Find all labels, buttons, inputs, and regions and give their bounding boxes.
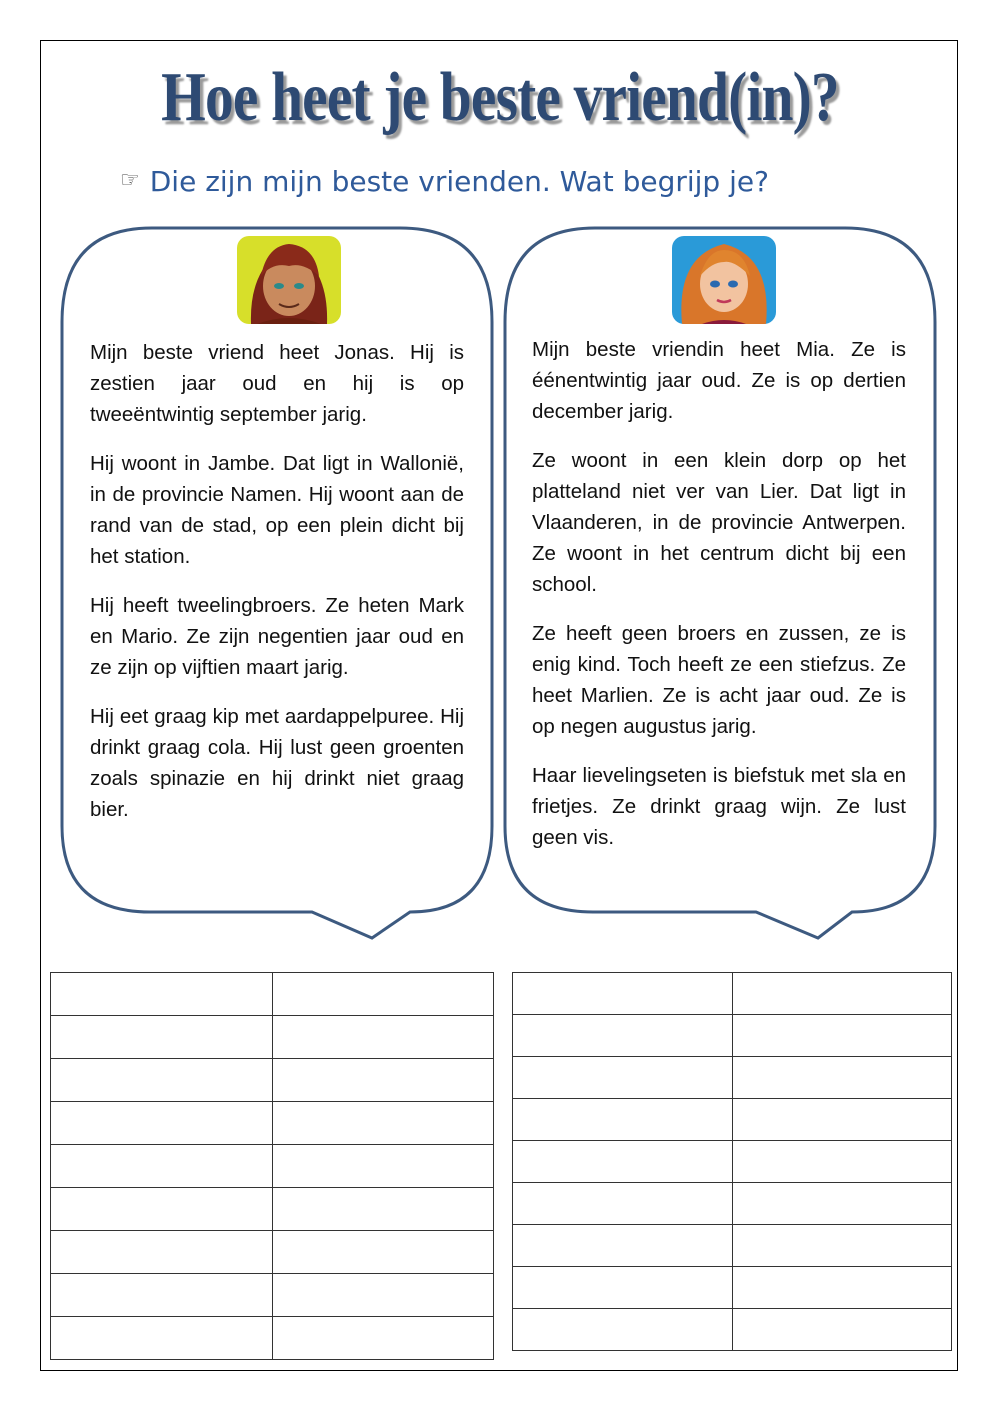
table-row	[51, 1145, 494, 1188]
answer-cell[interactable]	[513, 1099, 733, 1141]
answer-cell[interactable]	[732, 1057, 952, 1099]
answer-cell[interactable]	[732, 1015, 952, 1057]
answer-cell[interactable]	[272, 1102, 494, 1145]
answer-cell[interactable]	[513, 1141, 733, 1183]
answer-cell[interactable]	[732, 1225, 952, 1267]
table-row	[51, 1059, 494, 1102]
page-title: Hoe heet je beste vriend(in)?	[161, 59, 839, 136]
left-paragraph-3: Hij heeft tweelingbroers. Ze heten Mark en Mario. Ze zijn negentien jaar oud en ze zijn op vijftien maart jarig.	[90, 594, 464, 679]
answer-cell[interactable]	[51, 1188, 273, 1231]
table-row	[513, 1141, 952, 1183]
right-card-text	[532, 334, 906, 871]
answer-cell[interactable]	[51, 1145, 273, 1188]
table-row	[51, 973, 494, 1016]
left-paragraph-2: Hij woont in Jambe. Dat ligt in Wallonië, in de provincie Namen. Hij woont aan de rand van de stad, op een plein dicht bij het station.	[90, 452, 464, 568]
answer-cell[interactable]	[51, 1016, 273, 1059]
answer-cell[interactable]	[513, 1225, 733, 1267]
pointing-hand-icon: ☞	[120, 168, 140, 193]
left-paragraph-1: Mijn beste vriend heet Jonas. Hij is zestien jaar oud en hij is op tweeëntwintig september jarig.	[90, 341, 464, 426]
answer-cell[interactable]	[51, 1059, 273, 1102]
left-card-text	[90, 337, 464, 843]
left-paragraph-4: Hij eet graag kip met aardappelpuree. Hij drinkt graag cola. Hij lust geen groenten zoals spinazie en hij drinkt niet graag bier.	[90, 705, 464, 821]
answer-cell[interactable]	[732, 1267, 952, 1309]
table-row	[513, 973, 952, 1015]
table-row	[513, 1099, 952, 1141]
right-paragraph-4: Haar lievelingseten is biefstuk met sla en frietjes. Ze drinkt graag wijn. Ze lust geen vis.	[532, 764, 906, 849]
answer-cell[interactable]	[51, 1274, 273, 1317]
answer-cell[interactable]	[513, 1309, 733, 1351]
answer-cell[interactable]	[513, 973, 733, 1015]
answer-cell[interactable]	[272, 1145, 494, 1188]
boy-avatar-icon	[237, 236, 341, 324]
answer-cell[interactable]	[272, 1274, 494, 1317]
table-row	[51, 1188, 494, 1231]
table-row	[513, 1057, 952, 1099]
table-row	[51, 1317, 494, 1360]
answer-cell[interactable]	[513, 1015, 733, 1057]
right-paragraph-3: Ze heeft geen broers en zussen, ze is enig kind. Toch heeft ze een stiefzus. Ze heet Marlien. Ze is acht jaar oud. Ze is op negen augustus jarig.	[532, 622, 906, 738]
answer-cell[interactable]	[272, 1317, 494, 1360]
table-row	[513, 1015, 952, 1057]
answer-cell[interactable]	[51, 1102, 273, 1145]
table-row	[513, 1183, 952, 1225]
girl-avatar-icon	[672, 236, 776, 324]
table-row	[513, 1225, 952, 1267]
answer-cell[interactable]	[272, 1188, 494, 1231]
answer-cell[interactable]	[732, 1309, 952, 1351]
right-paragraph-2: Ze woont in een klein dorp op het platteland niet ver van Lier. Dat ligt in Vlaanderen, in de provincie Antwerpen. Ze woont in het centrum dicht bij een school.	[532, 449, 906, 596]
answer-cell[interactable]	[513, 1267, 733, 1309]
table-row	[51, 1016, 494, 1059]
answer-cell[interactable]	[51, 1317, 273, 1360]
answer-cell[interactable]	[732, 1141, 952, 1183]
table-row	[51, 1102, 494, 1145]
subtitle-text: Die zijn mijn beste vrienden. Wat begrijp je?	[149, 165, 769, 198]
table-row	[513, 1309, 952, 1351]
answer-cell[interactable]	[732, 1183, 952, 1225]
answer-cell[interactable]	[513, 1057, 733, 1099]
answer-cell[interactable]	[732, 973, 952, 1015]
answer-cell[interactable]	[272, 1231, 494, 1274]
answer-cell[interactable]	[513, 1183, 733, 1225]
table-row	[51, 1231, 494, 1274]
right-answer-table	[512, 972, 952, 1351]
table-row	[513, 1267, 952, 1309]
answer-cell[interactable]	[272, 1059, 494, 1102]
left-answer-table	[50, 972, 494, 1360]
answer-cell[interactable]	[51, 1231, 273, 1274]
right-paragraph-1: Mijn beste vriendin heet Mia. Ze is éénentwintig jaar oud. Ze is op dertien december jarig.	[532, 338, 906, 423]
answer-cell[interactable]	[51, 973, 273, 1016]
answer-cell[interactable]	[732, 1099, 952, 1141]
table-row	[51, 1274, 494, 1317]
answer-cell[interactable]	[272, 973, 494, 1016]
answer-cell[interactable]	[272, 1016, 494, 1059]
